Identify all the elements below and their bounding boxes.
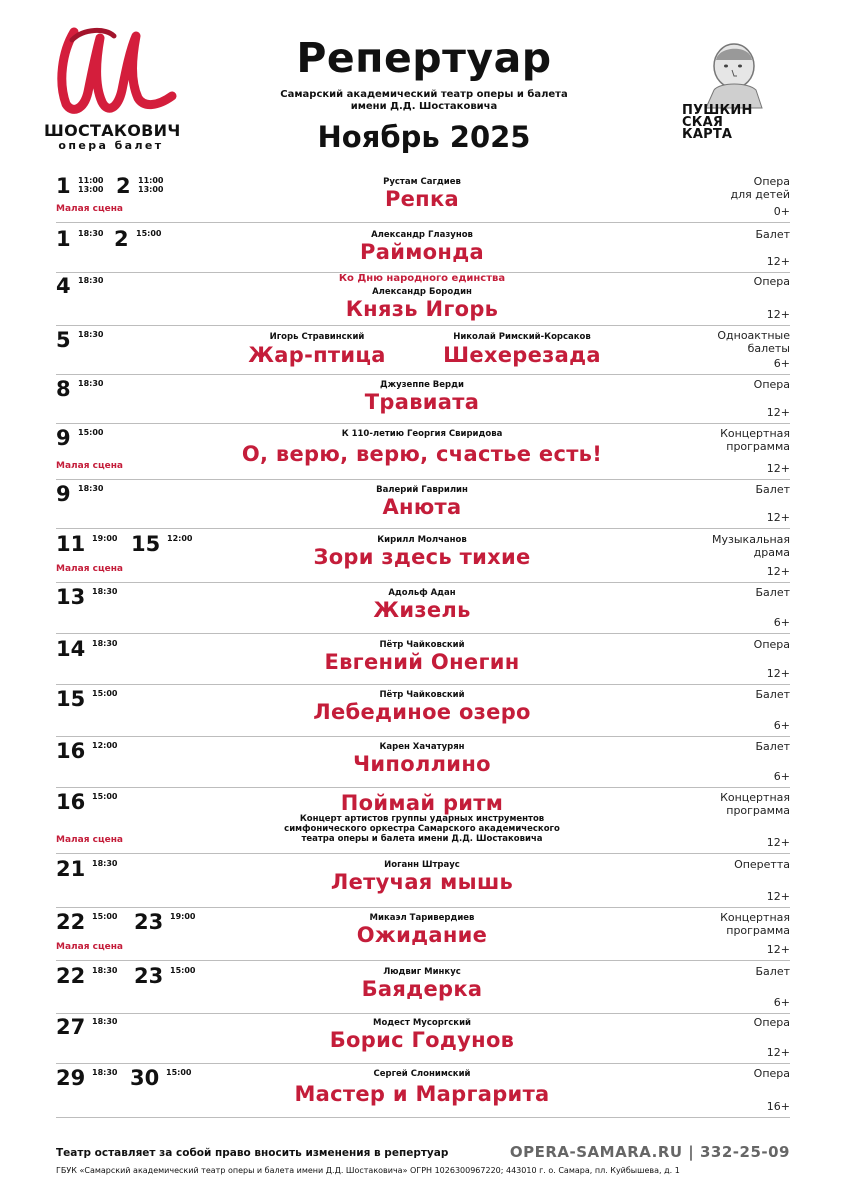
age-rating: 16+ [766, 1100, 790, 1113]
stage-label: Малая сцена [56, 942, 124, 952]
age-rating: 0+ [773, 205, 790, 218]
event-time: 12:00 [167, 534, 193, 543]
composer: Карен Хачатурян [379, 742, 465, 752]
event-time: 13:00 [138, 185, 164, 194]
genre-line: Балет [755, 965, 790, 978]
event-time: 18:30 [92, 859, 118, 868]
row-divider [56, 222, 790, 223]
genre-label [756, 688, 791, 701]
composer: Сергей Слонимский [373, 1069, 471, 1079]
event-day: 8 [56, 377, 71, 401]
composer: Пётр Чайковский [379, 640, 465, 650]
event-row[interactable] [56, 962, 790, 1013]
concert-description-line: театра оперы и балета имени Д.Д. Шостаковича [301, 834, 543, 844]
event-day: 2 [114, 227, 129, 251]
event-time: 15:00 [92, 689, 118, 698]
event-day: 14 [56, 637, 86, 661]
age-rating: 12+ [766, 667, 790, 680]
age-rating: 6+ [773, 996, 790, 1009]
genre-line: программа [726, 924, 790, 937]
theatre-name-line2: имени Д.Д. Шостаковича [350, 101, 498, 112]
event-time: 11:00 [138, 176, 164, 185]
event-row[interactable] [56, 788, 790, 853]
age-rating: 6+ [773, 719, 790, 732]
age-rating: 12+ [766, 890, 790, 903]
event-row[interactable] [56, 908, 790, 960]
event-time: 18:30 [78, 229, 104, 238]
logo-tagline: опера балет [58, 139, 164, 152]
genre-line: Концертная [720, 791, 790, 804]
composer: Кирилл Молчанов [377, 535, 467, 545]
genre-line: для детей [730, 188, 790, 201]
composer: Иоганн Штраус [384, 860, 460, 870]
genre-line: программа [726, 804, 790, 817]
event-day: 15 [131, 532, 161, 556]
event-time: 18:30 [78, 330, 104, 339]
event-row[interactable] [56, 685, 790, 736]
legal-info: ГБУК «Самарский академический театр оперы и балета имени Д.Д. Шостаковича» ОГРН 1026300967220; 443010 г. о. Самара, пл. Куйбышева, д. 1 [56, 1166, 680, 1175]
genre-line: Одноактные [717, 329, 790, 342]
stage-label: Малая сцена [56, 564, 124, 574]
composer: Игорь Стравинский [269, 332, 365, 342]
genre-label [756, 740, 791, 753]
event-day: 5 [56, 328, 71, 352]
genre-line: Концертная [720, 911, 790, 924]
event-day: 9 [56, 426, 71, 450]
event-day: 15 [56, 687, 86, 711]
event-day: 16 [56, 790, 86, 814]
work-title: Травиата [364, 390, 480, 414]
event-day: 22 [56, 964, 86, 988]
pushkin-card-line1: ПУШКИН [682, 103, 753, 118]
pushkin-card-text [682, 105, 792, 141]
genre-label [720, 427, 790, 453]
event-time: 18:30 [78, 379, 104, 388]
row-divider [56, 633, 790, 634]
composer: Александр Глазунов [371, 230, 473, 240]
event-time: 11:00 [78, 176, 104, 185]
genre-line: Балет [755, 688, 790, 701]
work-title-2: Шехерезада [443, 343, 601, 367]
composer: Модест Мусоргский [373, 1018, 471, 1028]
event-time: 12:00 [92, 741, 118, 750]
genre-line: Балет [755, 586, 790, 599]
genre-label [712, 533, 790, 559]
event-row[interactable] [56, 326, 790, 374]
event-time: 15:00 [92, 912, 118, 921]
composer: Валерий Гаврилин [376, 485, 468, 495]
event-time: 18:30 [92, 587, 118, 596]
work-title: Раймонда [360, 240, 484, 264]
stage-label: Малая сцена [56, 204, 124, 214]
work-title: Евгений Онегин [324, 650, 520, 674]
event-day: 22 [56, 910, 86, 934]
work-title: Ожидание [356, 923, 488, 947]
genre-line: Балет [755, 483, 790, 496]
concert-description [242, 814, 602, 844]
event-row[interactable] [56, 583, 790, 633]
event-time: 18:30 [92, 1017, 118, 1026]
genre-line: Опера [753, 1067, 790, 1080]
genre-line: Балет [755, 228, 790, 241]
genre-label [756, 965, 791, 978]
genre-line: Концертная [720, 427, 790, 440]
age-rating: 12+ [766, 255, 790, 268]
genre-label [754, 638, 790, 651]
genre-label [754, 1067, 790, 1080]
event-day: 13 [56, 585, 86, 609]
age-rating: 12+ [766, 406, 790, 419]
composer: Микаэл Таривердиев [369, 913, 475, 923]
stage-label: Малая сцена [56, 835, 124, 845]
age-rating: 6+ [773, 616, 790, 629]
concert-description-line: Концерт артистов группы ударных инструментов [299, 814, 545, 824]
genre-line: Оперетта [734, 858, 790, 871]
event-time: 15:00 [92, 792, 118, 801]
event-day: 29 [56, 1066, 86, 1090]
event-time: 19:00 [92, 534, 118, 543]
event-day: 1 [56, 174, 71, 198]
row-divider [56, 853, 790, 854]
theatre-name-line1: Самарский академический театр оперы и балета [280, 89, 568, 100]
row-divider [56, 1117, 790, 1118]
event-row[interactable] [56, 1013, 790, 1063]
event-row[interactable] [56, 1064, 790, 1117]
composer: Пётр Чайковский [379, 690, 465, 700]
event-row[interactable] [56, 635, 790, 684]
genre-label [717, 329, 790, 355]
age-rating: 12+ [766, 462, 790, 475]
work-title: Зори здесь тихие [313, 545, 531, 569]
genre-label [754, 275, 790, 288]
work-title: Лебединое озеро [313, 700, 531, 724]
composer: Людвиг Минкус [383, 967, 461, 977]
age-rating: 6+ [773, 357, 790, 370]
event-day: 4 [56, 274, 71, 298]
genre-line: Опера [753, 1016, 790, 1029]
age-rating: 12+ [766, 511, 790, 524]
work-title: Летучая мышь [330, 870, 514, 894]
genre-line: Опера [753, 378, 790, 391]
event-day: 30 [130, 1066, 160, 1090]
work-title: Жар-птица [248, 343, 386, 367]
event-row[interactable] [56, 480, 790, 528]
genre-label [720, 791, 790, 817]
work-title: Репка [384, 187, 460, 211]
row-divider [56, 960, 790, 961]
event-day: 16 [56, 739, 86, 763]
event-row[interactable] [56, 172, 790, 222]
genre-label [754, 378, 790, 391]
event-day: 23 [134, 910, 164, 934]
page-title: Репертуар [296, 34, 552, 82]
stage-label: Малая сцена [56, 461, 124, 471]
work-title: Анюта [382, 495, 462, 519]
work-title: Баядерка [361, 977, 483, 1001]
event-day: 9 [56, 482, 71, 506]
work-title: О, верю, верю, счастье есть! [241, 442, 603, 466]
event-time: 15:00 [78, 428, 104, 437]
genre-line: Опера [753, 638, 790, 651]
event-day: 21 [56, 857, 86, 881]
composer: Адольф Адан [388, 588, 456, 598]
genre-label [754, 1016, 790, 1029]
pushkin-card-line3: КАРТА [682, 127, 733, 142]
work-title: Чиполлино [353, 752, 491, 776]
event-time: 15:00 [170, 966, 196, 975]
event-time: 13:00 [78, 185, 104, 194]
event-row[interactable] [56, 530, 790, 582]
theatre-name [250, 89, 598, 113]
event-time: 18:30 [92, 1068, 118, 1077]
event-time: 19:00 [170, 912, 196, 921]
event-day: 27 [56, 1015, 86, 1039]
pushkin-card-line2: СКАЯ [682, 115, 724, 130]
month-title: Ноябрь 2025 [317, 120, 531, 154]
event-time: 15:00 [166, 1068, 192, 1077]
event-time: 18:30 [78, 484, 104, 493]
concert-description-line: симфонического оркестра Самарского академического [284, 824, 560, 834]
age-rating: 12+ [766, 836, 790, 849]
genre-label [720, 911, 790, 937]
work-title: Борис Годунов [329, 1028, 515, 1052]
composer: Джузеппе Верди [380, 380, 464, 390]
composer-2: Николай Римский-Корсаков [453, 332, 591, 342]
genre-line: балеты [747, 342, 790, 355]
event-time: 18:30 [92, 966, 118, 975]
work-title: Жизель [373, 598, 471, 622]
age-rating: 12+ [766, 308, 790, 321]
age-rating: 12+ [766, 1046, 790, 1059]
row-divider [56, 528, 790, 529]
logo-name: ШОСТАКОВИЧ [44, 121, 181, 140]
age-rating: 12+ [766, 565, 790, 578]
age-rating: 12+ [766, 943, 790, 956]
event-day: 11 [56, 532, 86, 556]
event-day: 1 [56, 227, 71, 251]
genre-line: Опера [753, 175, 790, 188]
website-phone[interactable]: OPERA-SAMARA.RU | 332-25-09 [509, 1143, 790, 1161]
event-time: 15:00 [136, 229, 162, 238]
work-title: Князь Игорь [345, 297, 499, 321]
genre-label [756, 483, 791, 496]
genre-line: драма [753, 546, 790, 559]
event-time: 18:30 [78, 276, 104, 285]
occasion-label: Ко Дню народного единства [338, 273, 506, 284]
event-row[interactable] [56, 855, 790, 907]
work-title: Мастер и Маргарита [294, 1082, 550, 1106]
genre-label [734, 858, 790, 871]
genre-label [756, 586, 791, 599]
genre-line: Музыкальная [712, 533, 790, 546]
event-row[interactable] [56, 225, 790, 272]
event-row[interactable] [56, 737, 790, 787]
composer: Рустам Сагдиев [383, 177, 461, 187]
genre-line: Опера [753, 275, 790, 288]
genre-line: программа [726, 440, 790, 453]
genre-line: Балет [755, 740, 790, 753]
composer: К 110-летию Георгия Свиридова [341, 429, 503, 439]
genre-label [756, 228, 791, 241]
event-row[interactable] [56, 424, 790, 479]
event-day: 23 [134, 964, 164, 988]
work-title: Поймай ритм [340, 791, 504, 815]
event-row[interactable] [56, 272, 790, 325]
disclaimer: Театр оставляет за собой право вносить изменения в репертуар [56, 1147, 449, 1159]
event-row[interactable] [56, 375, 790, 423]
event-time: 18:30 [92, 639, 118, 648]
genre-label [731, 175, 790, 201]
composer: Александр Бородин [372, 287, 472, 297]
event-day: 2 [116, 174, 131, 198]
age-rating: 6+ [773, 770, 790, 783]
